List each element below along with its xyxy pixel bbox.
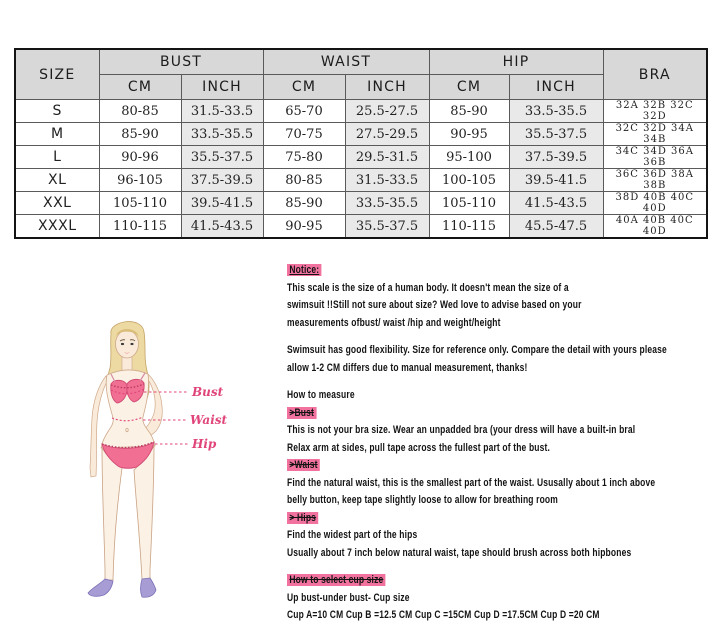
figure-left-shoe (88, 579, 113, 596)
table-row-m (15, 123, 707, 146)
figure-head (116, 330, 139, 358)
cell-bra: 32C 32D 34A 34B (603, 123, 707, 146)
cell-hip-cm: 100-105 (429, 169, 509, 192)
cell-bra: 32A 32B 32C 32D (603, 100, 707, 123)
cell-bust-cm: 85-90 (99, 123, 181, 146)
notice-line: This scale is the size of a human body. It doesn't mean the size of a (287, 281, 569, 294)
hips-heading: > Hips (287, 512, 318, 524)
notice-line: allow 1-2 CM differs due to manual measurement, thanks! (287, 361, 528, 374)
cell-waist-inch: 35.5-37.5 (345, 215, 429, 239)
bust-heading: >Bust (287, 407, 316, 419)
cell-hip-inch: 39.5-41.5 (509, 169, 603, 192)
table-row-xl (15, 169, 707, 192)
hips-heading-line (287, 510, 720, 528)
waist-label: Waist (190, 413, 228, 427)
cell-bust-inch: 39.5-41.5 (181, 192, 263, 215)
notice-line: Usually about 7 inch below natural waist, tape should brush across both hipbones (287, 546, 632, 559)
cell-waist-cm: 80-85 (263, 169, 345, 192)
cell-hip-cm: 95-100 (429, 146, 509, 169)
cell-bust-inch: 41.5-43.5 (181, 215, 263, 239)
cell-size: XXL (15, 192, 99, 215)
cell-waist-cm: 70-75 (263, 123, 345, 146)
cell-size: M (15, 123, 99, 146)
bust-heading-line (287, 405, 720, 423)
cell-size: S (15, 100, 99, 123)
notice-line: Swimsuit has good flexibility. Size for reference only. Compare the detail with yours please (287, 344, 667, 356)
cell-hip-inch: 41.5-43.5 (509, 192, 603, 215)
cell-bra: 38D 40B 40C 40D (603, 192, 707, 215)
cell-bra: 40A 40B 40C 40D (603, 215, 707, 239)
cell-waist-cm: 90-95 (263, 215, 345, 239)
table-row-xxxl (15, 215, 707, 239)
cell-bust-cm: 110-115 (99, 215, 181, 239)
cell-hip-cm: 90-95 (429, 123, 509, 146)
notice-line: belly button, keep tape slightly loose to allow for breathing room (287, 494, 558, 506)
notice-line: This is not your bra size. Wear an unpadded bra (your dress will have a built-in bral (287, 424, 636, 436)
cell-bust-inch: 37.5-39.5 (181, 169, 263, 192)
notice-title: Notice: (287, 264, 322, 276)
header-bust-inch: INCH (181, 75, 263, 100)
notice-line: Find the widest part of the hips (287, 529, 418, 541)
cell-waist-inch: 31.5-33.5 (345, 169, 429, 192)
cup-heading-line (287, 572, 720, 590)
cell-waist-inch: 25.5-27.5 (345, 100, 429, 123)
cell-hip-cm: 85-90 (429, 100, 509, 123)
cell-bra: 36C 36D 38A 38B (603, 169, 707, 192)
cell-bust-cm: 90-96 (99, 146, 181, 169)
notice-line: measurements ofbust/ waist /hip and weight/height (287, 316, 501, 329)
cell-bust-inch: 35.5-37.5 (181, 146, 263, 169)
header-bust-cm: CM (99, 75, 181, 100)
cell-bra: 34C 34D 36A 36B (603, 146, 707, 169)
cell-waist-cm: 65-70 (263, 100, 345, 123)
header-bra: BRA (603, 49, 707, 100)
cell-hip-cm: 110-115 (429, 215, 509, 239)
cell-waist-cm: 85-90 (263, 192, 345, 215)
notice-line: Relax arm at sides, pull tape across the fullest part of the bust. (287, 441, 550, 454)
notice-text-block (287, 262, 720, 625)
table-row-s (15, 100, 707, 123)
figure-eye-right (130, 343, 133, 345)
cell-hip-inch: 37.5-39.5 (509, 146, 603, 169)
cell-hip-inch: 33.5-35.5 (509, 100, 603, 123)
cell-size: XXXL (15, 215, 99, 239)
header-hip-inch: INCH (509, 75, 603, 100)
header-bust: BUST (99, 49, 263, 75)
header-waist-cm: CM (263, 75, 345, 100)
cup-size-heading: How to select cup size (287, 574, 386, 586)
table-row-l (15, 146, 707, 169)
header-waist: WAIST (263, 49, 429, 75)
cell-hip-cm: 105-110 (429, 192, 509, 215)
waist-heading: >Waist (287, 459, 320, 471)
cell-bust-cm: 80-85 (99, 100, 181, 123)
figure-left-leg (102, 448, 122, 580)
cell-waist-inch: 33.5-35.5 (345, 192, 429, 215)
cell-bust-inch: 31.5-33.5 (181, 100, 263, 123)
cell-bust-cm: 96-105 (99, 169, 181, 192)
header-waist-inch: INCH (345, 75, 429, 100)
notice-title-line (287, 262, 720, 280)
bust-label: Bust (192, 385, 224, 399)
notice-line: swimsuit !!Still not sure about size? Wed love to advise based on your (287, 299, 582, 311)
notice-line: Find the natural waist, this is the smallest part of the waist. Ususally about 1 inch above (287, 476, 656, 489)
figure-right-shoe (141, 578, 157, 597)
notice-line: Cup A=10 CM Cup B =12.5 CM Cup C =15CM Cup D =17.5CM Cup D =20 CM (287, 609, 600, 621)
header-hip: HIP (429, 49, 603, 75)
cell-hip-inch: 45.5-47.5 (509, 215, 603, 239)
cell-bust-cm: 105-110 (99, 192, 181, 215)
body-figure-illustration (78, 318, 238, 608)
figure-torso (101, 370, 155, 448)
size-table (14, 48, 708, 239)
cell-waist-inch: 29.5-31.5 (345, 146, 429, 169)
header-hip-cm: CM (429, 75, 509, 100)
waist-heading-line (287, 457, 720, 475)
cell-bust-inch: 33.5-35.5 (181, 123, 263, 146)
cell-hip-inch: 35.5-37.5 (509, 123, 603, 146)
cell-waist-inch: 27.5-29.5 (345, 123, 429, 146)
cell-size: L (15, 146, 99, 169)
header-size: SIZE (15, 49, 99, 100)
figure-sketch (78, 318, 238, 608)
cell-waist-cm: 75-80 (263, 146, 345, 169)
cell-size: XL (15, 169, 99, 192)
notice-line: Up bust-under bust- Cup size (287, 591, 410, 604)
how-to-measure-heading: How to measure (287, 389, 355, 401)
figure-eye-left (121, 343, 124, 345)
hip-label: Hip (192, 437, 217, 451)
table-row-xxl (15, 192, 707, 215)
